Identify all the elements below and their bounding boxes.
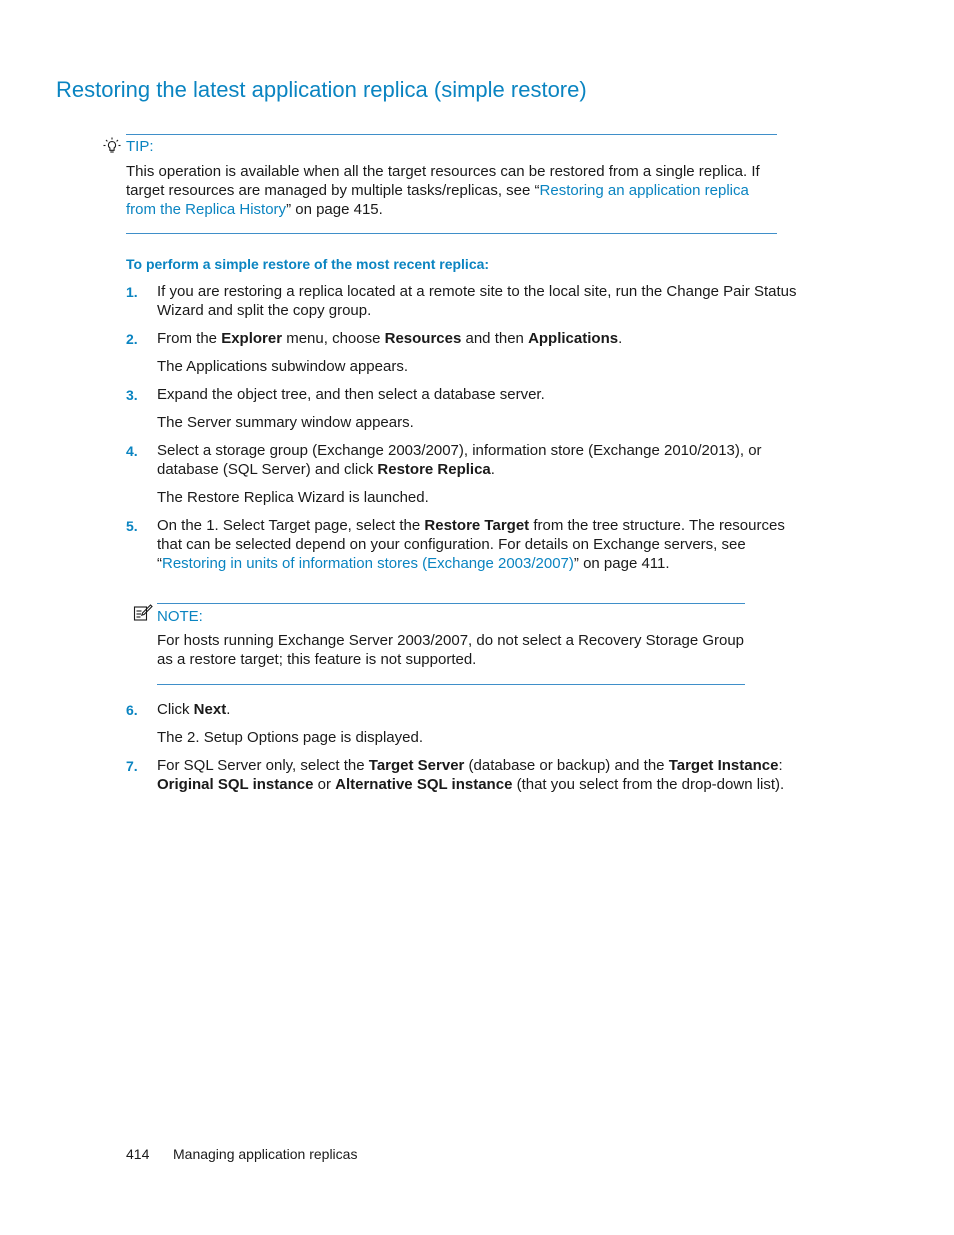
tip-link[interactable]: Restoring an application replica from the Replica History	[126, 182, 749, 218]
step-6-result: The 2. Setup Options page is displayed.	[157, 729, 424, 746]
tip-label: TIP:	[126, 138, 154, 155]
step-4-text: Select a storage group (Exchange 2003/2007), information store (Exchange 2010/2013), or database (SQL Server) and click Restore Replica.	[157, 442, 762, 478]
step-2-result: The Applications subwindow appears.	[157, 358, 408, 375]
step-2-number: 2.	[126, 331, 138, 347]
step-5-number: 5.	[126, 518, 138, 534]
footer-section-title: Managing application replicas	[173, 1146, 358, 1162]
step-5-text: On the 1. Select Target page, select the Restore Target from the tree structure. The resources that can be selected depend on your configuration. For details on Exchange servers, see “Restoring in units of information stores (Exchange 2003/2007)” on page 411.	[157, 517, 785, 572]
note-bottom-rule	[157, 684, 745, 685]
footer-page-number: 414	[126, 1146, 150, 1162]
procedure-heading: To perform a simple restore of the most recent replica:	[126, 256, 490, 272]
lightbulb-icon	[102, 137, 122, 155]
step-1-text: If you are restoring a replica located at a remote site to the local site, run the Change Pair Status Wizard and split the copy group.	[157, 283, 797, 319]
step-7-text: For SQL Server only, select the Target Server (database or backup) and the Target Instance: Original SQL instance or Alternative SQL instance (that you select from the drop-down list).	[157, 757, 785, 793]
note-label: NOTE:	[157, 608, 203, 625]
step-6-text: Click Next.	[157, 701, 231, 718]
step-5-link[interactable]: Restoring in units of information stores (Exchange 2003/2007)	[162, 555, 574, 572]
tip-text: This operation is available when all the target resources can be restored from a single replica. If target resources are managed by multiple tasks/replicas, see “Restoring an application replica from the Replica History” on page 415.	[126, 163, 760, 218]
step-4-result: The Restore Replica Wizard is launched.	[157, 489, 429, 506]
page-title: Restoring the latest application replica (simple restore)	[56, 77, 587, 102]
step-2-text: From the Explorer menu, choose Resources and then Applications.	[157, 330, 623, 347]
step-7-number: 7.	[126, 758, 138, 774]
step-3-number: 3.	[126, 387, 138, 403]
note-text: For hosts running Exchange Server 2003/2007, do not select a Recovery Storage Group as a restore target; this feature is not supported.	[157, 632, 745, 668]
step-3-result: The Server summary window appears.	[157, 414, 414, 431]
step-6-number: 6.	[126, 702, 138, 718]
tip-bottom-rule	[126, 233, 777, 234]
step-3-text: Expand the object tree, and then select a database server.	[157, 386, 545, 403]
note-pad-icon	[133, 604, 153, 622]
note-top-rule	[157, 603, 745, 604]
step-4-number: 4.	[126, 443, 138, 459]
step-1-number: 1.	[126, 284, 138, 300]
tip-top-rule	[126, 134, 777, 135]
